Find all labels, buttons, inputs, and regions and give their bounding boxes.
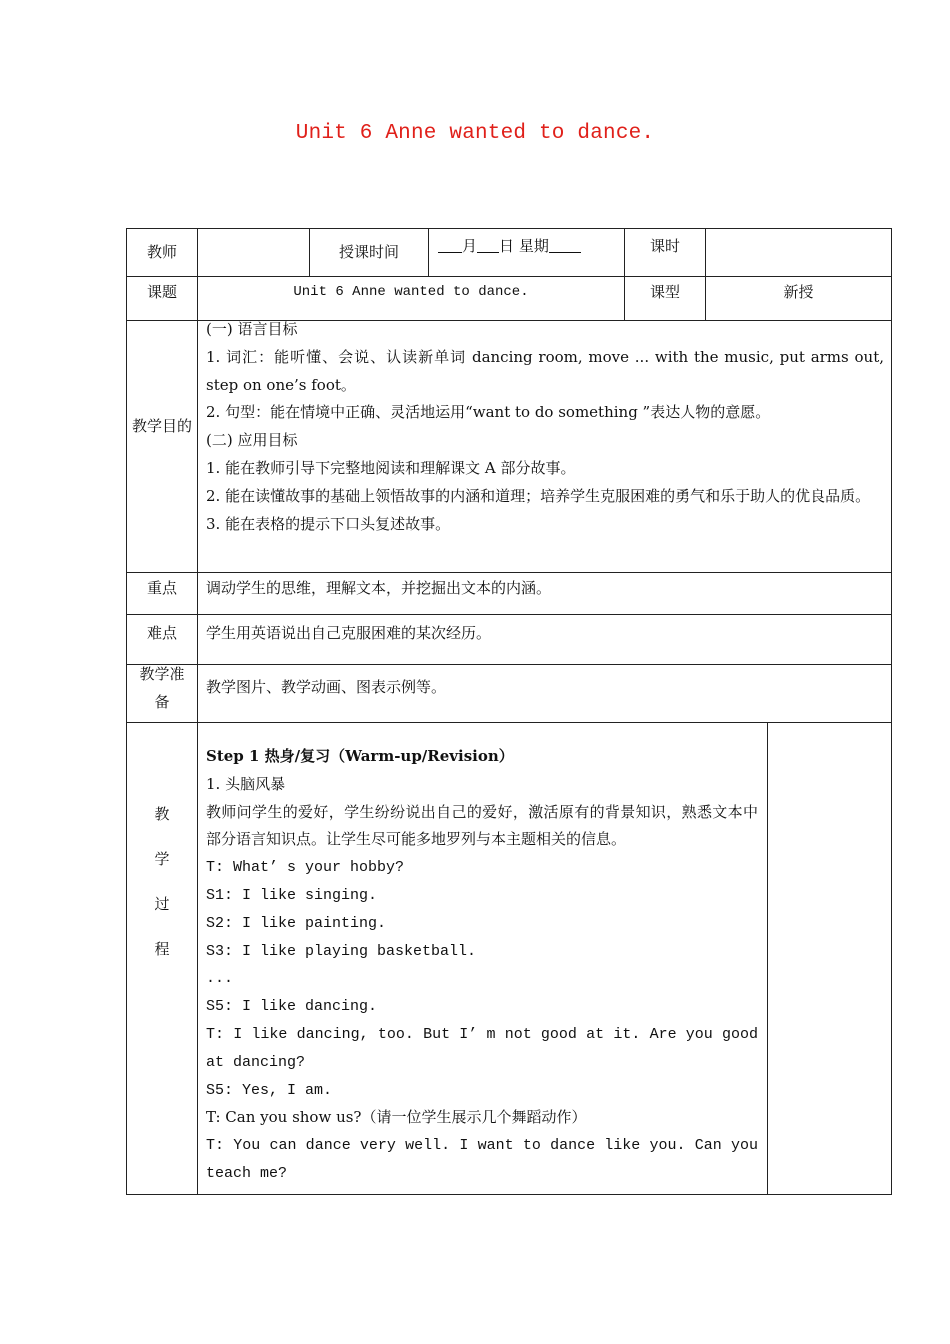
process-line: ...: [206, 970, 234, 988]
process-line: T: I like dancing, too. But I’ m not good at it. Are you good at dancing?: [206, 1025, 758, 1071]
time-fill-field: [438, 232, 624, 260]
objective-line: (一) 语言目标: [206, 320, 298, 338]
process-line: T: You can dance very well. I want to dance like you. Can you teach me?: [206, 1137, 758, 1182]
process-line: 1. 头脑风暴: [206, 774, 286, 793]
objective-line: (二) 应用目标: [206, 431, 298, 450]
document-title: Unit 6 Anne wanted to dance.: [295, 122, 655, 145]
topic-value: Unit 6 Anne wanted to dance.: [293, 284, 529, 300]
teacher-label: 教师: [146, 243, 177, 261]
objective-line: 3. 能在表格的提示下口头复述故事。: [206, 514, 451, 533]
process-line: T: Can you show us?（请一位学生展示几个舞蹈动作）: [206, 1108, 587, 1127]
process-content: [206, 743, 758, 1188]
process-line: S3: I like playing basketball.: [206, 942, 477, 960]
process-line: S2: I like painting.: [206, 914, 387, 932]
process-label-char: 程: [154, 940, 170, 958]
type-value: 新授: [783, 283, 814, 301]
process-label-char: 过: [154, 895, 170, 913]
objective-line: 1. 能在教师引导下完整地阅读和理解课文 A 部分故事。: [206, 458, 576, 477]
topic-label: 课题: [146, 283, 177, 301]
time-week: 星期: [518, 237, 549, 255]
process-line: S5: I like dancing.: [206, 998, 378, 1016]
preparation-value: 教学图片、教学动画、图表示例等。: [206, 678, 447, 696]
objective-line: 1. 词汇：能听懂、会说、认读新单词 dancing room, move ... with the music, put arms out, step on one’s foot。: [206, 347, 884, 394]
process-line: T: What’ s your hobby?: [206, 859, 405, 877]
key-points-label: 重点: [146, 579, 177, 597]
period-label: 课时: [650, 237, 681, 255]
type-label: 课型: [649, 283, 680, 301]
lesson-plan-table: [126, 228, 892, 1195]
process-line: S1: I like singing.: [206, 886, 378, 904]
objectives-label: 教学目的: [132, 417, 193, 435]
process-label: [127, 800, 197, 980]
objectives-content: [206, 316, 884, 538]
process-label-char: 学: [154, 850, 170, 868]
time-label: 授课时间: [338, 243, 399, 261]
difficulties-label: 难点: [146, 624, 177, 642]
objective-line: 2. 能在读懂故事的基础上领悟故事的内涵和道理；培养学生克服困难的勇气和乐于助人的优良品质。: [206, 486, 871, 505]
process-label-char: 教: [154, 805, 170, 823]
objective-line: 2. 句型：能在情境中正确、灵活地运用“want to do something ”表达人物的意愿。: [206, 403, 771, 422]
difficulties-value: 学生用英语说出自己克服困难的某次经历。: [206, 624, 492, 642]
time-day: 日: [499, 237, 515, 255]
time-month: 月: [462, 237, 478, 255]
key-points-value: 调动学生的思维，理解文本，并挖掘出文本的内涵。: [206, 579, 552, 597]
process-line: 教师问学生的爱好，学生纷纷说出自己的爱好，激活原有的背景知识，熟悉文本中部分语言知识点。让学生尽可能多地罗列与本主题相关的信息。: [206, 802, 758, 849]
process-line: S5: Yes, I am.: [206, 1081, 333, 1099]
step-title: Step 1 热身/复习（Warm-up/Revision）: [206, 747, 514, 765]
preparation-label: 教学准备: [139, 665, 185, 711]
